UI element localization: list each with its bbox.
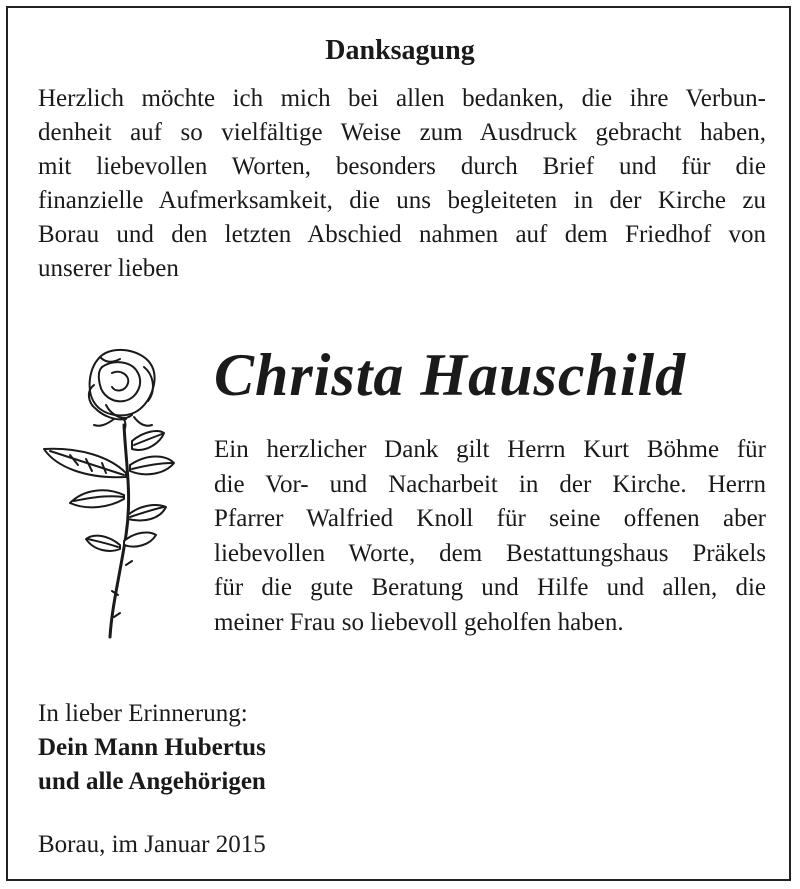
place-date: Borau, im Januar 2015 [38, 831, 266, 858]
thanks-paragraph [214, 433, 766, 640]
intro-line: Borau und den letzten Abschied nahmen auf dem Friedhof von [38, 221, 766, 248]
memory-label: In lieber Erinnerung: [38, 700, 248, 727]
intro-line: Herzlich möchte ich mich bei allen bedanken, die ihre Verbun- [38, 85, 766, 112]
intro-line: finanzielle Aufmerksamkeit, die uns begleiteten in der Kirche zu [38, 187, 766, 214]
deceased-name: Christa Hauschild [214, 342, 687, 408]
thanks-line: Ein herzlicher Dank gilt Herrn Kurt Böhme für [214, 436, 766, 463]
intro-line: mit liebevollen Worten, besonders durch Brief und für die [38, 153, 766, 180]
thanks-line: liebevollen Worte, dem Bestattungshaus Präkels [214, 539, 766, 567]
signature-line: Dein Mann Hubertus [38, 734, 266, 761]
intro-line: unserer lieben [38, 255, 179, 282]
thanks-line: Pfarrer Walfried Knoll für seine offenen aber [214, 505, 766, 532]
intro-paragraph [38, 82, 766, 286]
thanks-line: die Vor- und Nacharbeit in der Kirche. Herrn [214, 470, 766, 498]
rose-icon [40, 345, 180, 640]
signature [38, 731, 266, 799]
thanks-line: meiner Frau so liebevoll geholfen haben. [214, 608, 624, 636]
notice-title: Danksagung [325, 35, 475, 66]
signature-line: und alle Angehörigen [38, 768, 266, 795]
intro-line: denheit auf so vielfältige Weise zum Ausdruck gebracht haben, [38, 119, 766, 146]
thanks-line: für die gute Beratung und Hilfe und allen, die [214, 574, 766, 601]
